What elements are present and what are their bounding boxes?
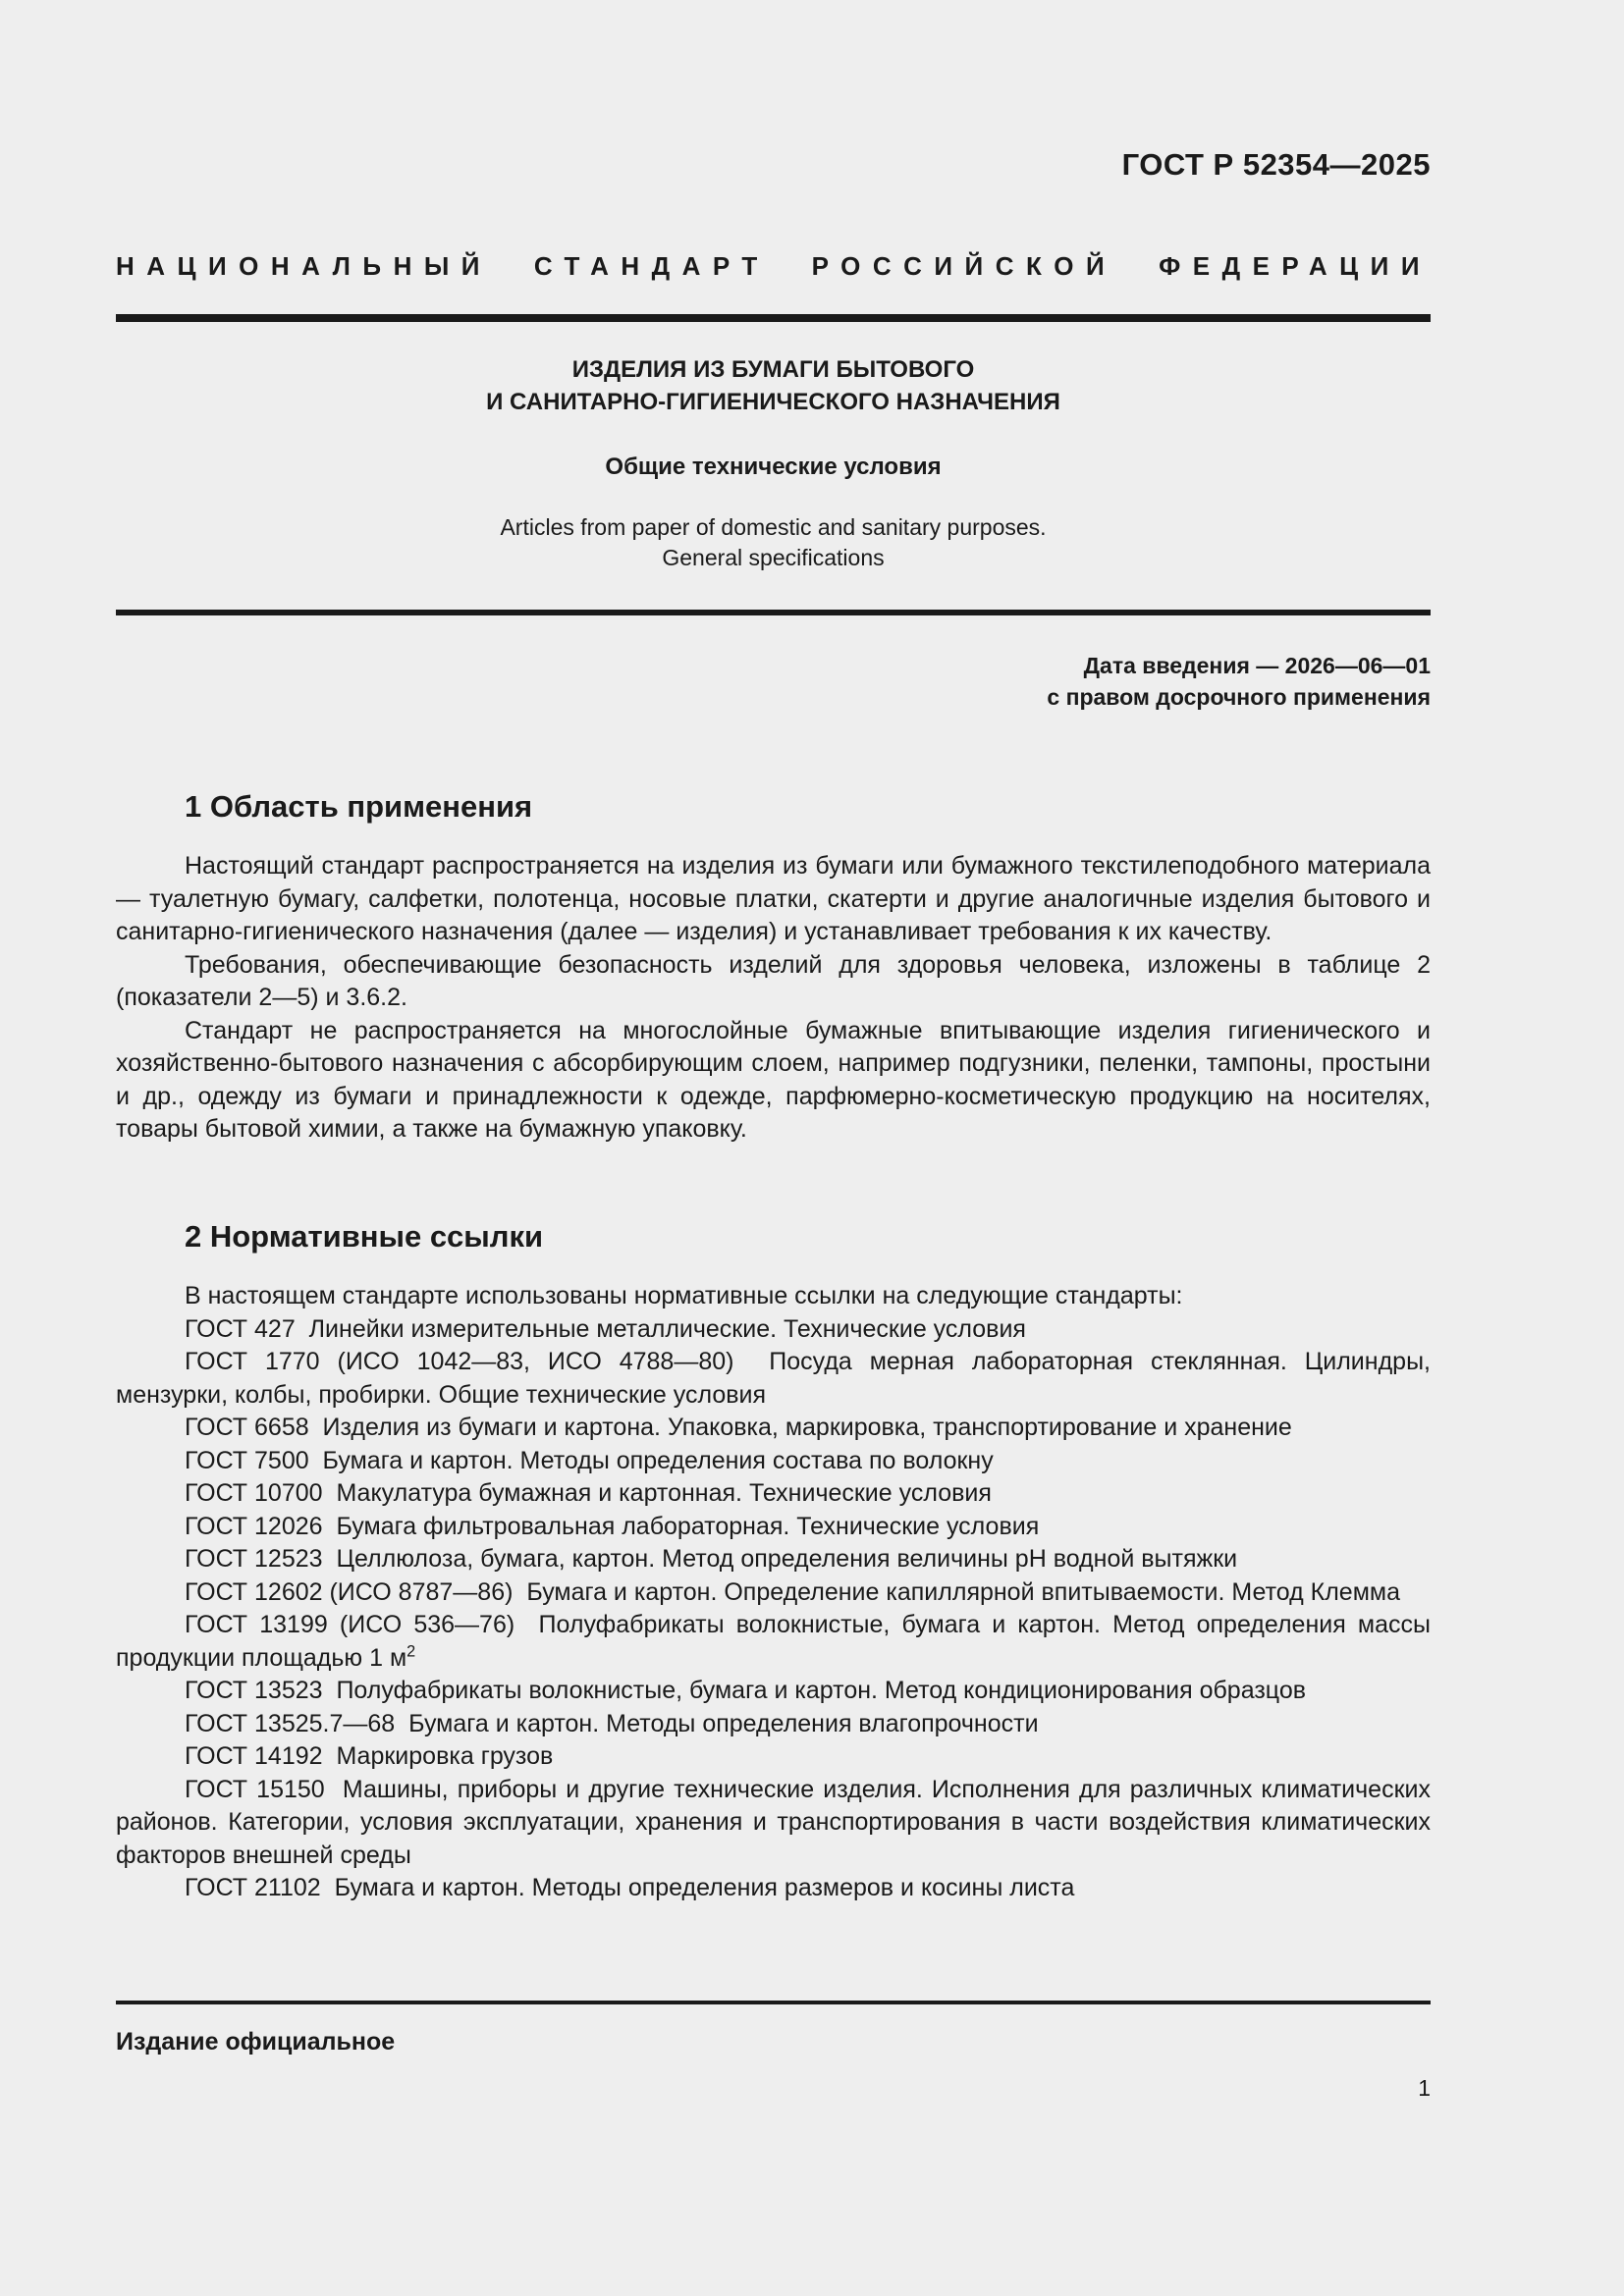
reference-code: ГОСТ 10700	[185, 1479, 323, 1507]
paragraph: Требования, обеспечивающие безопасность изделий для здоровья человека, изложены в таблице 2 (показатели 2—5) и 3.6.2.	[116, 950, 1431, 1011]
reference-item	[116, 1511, 1431, 1544]
national-standard-banner: НАЦИОНАЛЬНЫЙ СТАНДАРТ РОССИЙСКОЙ ФЕДЕРАЦИИ	[116, 251, 1432, 281]
english-title	[116, 512, 1431, 573]
standard-designation: ГОСТ Р 52354—2025	[1121, 147, 1431, 182]
top-rule	[116, 314, 1431, 322]
reference-item	[116, 1609, 1431, 1675]
reference-item	[116, 1412, 1431, 1445]
introduction-date	[1047, 650, 1431, 713]
reference-item	[116, 1872, 1431, 1905]
title-line-2: И САНИТАРНО-ГИГИЕНИЧЕСКОГО НАЗНАЧЕНИЯ	[486, 389, 1060, 415]
section-body	[116, 850, 1431, 1147]
reference-title: Изделия из бумаги и картона. Упаковка, маркировка, транспортирование и хранение	[322, 1414, 1292, 1441]
reference-title: Машины, приборы и другие технические изделия. Исполнения для различных климатических районов. Категории, условия эксплуатации, хранения и транспортирования в части воздействия климатических факторов внешней среды	[116, 1775, 1431, 1869]
reference-item	[116, 1313, 1431, 1347]
reference-item	[116, 1346, 1431, 1412]
reference-code: ГОСТ 13523	[185, 1677, 323, 1704]
reference-title: Полуфабрикаты волокнистые, бумага и картон. Метод кондиционирования образцов	[336, 1677, 1307, 1704]
official-edition-label: Издание официальное	[116, 2028, 396, 2056]
reference-item	[116, 1675, 1431, 1708]
reference-title: Бумага и картон. Методы определения влагопрочности	[408, 1709, 1039, 1737]
paragraph: Стандарт не распространяется на многослойные бумажные впитывающие изделия гигиенического и хозяйственно-бытового назначения с абсорбирующим слоем, например подгузники, пеленки, тампоны, простыни и др., одежду из бумаги и принадлежности к одежде, парфюмерно-косметическую продукцию на носителях, товары бытовой химии, а также на бумажную упаковку.	[116, 1016, 1431, 1143]
section-heading: 1 Область применения	[185, 789, 533, 824]
reference-code: ГОСТ 14192	[185, 1742, 323, 1770]
reference-item	[116, 1708, 1431, 1741]
section-body	[116, 1280, 1431, 1905]
reference-code: ГОСТ 21102	[185, 1874, 321, 1901]
reference-title: Бумага и картон. Методы определения состава по волокну	[322, 1446, 994, 1474]
title-bottom-rule	[116, 610, 1431, 615]
reference-title: Целлюлоза, бумага, картон. Метод определения величины pH водной вытяжки	[336, 1545, 1238, 1573]
reference-code: ГОСТ 13525.7—68	[185, 1709, 396, 1737]
reference-code: ГОСТ 12523	[185, 1545, 323, 1573]
reference-code: ГОСТ 12026	[185, 1512, 323, 1540]
superscript: 2	[406, 1642, 416, 1661]
reference-item	[116, 1774, 1431, 1873]
reference-code: ГОСТ 7500	[185, 1446, 309, 1474]
references-intro: В настоящем стандарте использованы нормативные ссылки на следующие стандарты:	[185, 1282, 1183, 1309]
reference-code: ГОСТ 1770 (ИСО 1042—83, ИСО 4788—80)	[185, 1348, 734, 1375]
reference-title: Маркировка грузов	[336, 1742, 554, 1770]
page-number: 1	[1418, 2075, 1431, 2101]
reference-item	[116, 1576, 1431, 1610]
early-application-line: с правом досрочного применения	[1047, 684, 1431, 710]
reference-title: Посуда мерная лабораторная стеклянная. Цилиндры, мензурки, колбы, пробирки. Общие технические условия	[116, 1348, 1431, 1409]
reference-code: ГОСТ 15150	[185, 1775, 325, 1803]
document-subtitle: Общие технические условия	[605, 454, 942, 480]
reference-title: Линейки измерительные металлические. Технические условия	[308, 1314, 1026, 1343]
reference-item	[116, 1740, 1431, 1774]
reference-title: Бумага и картон. Методы определения размеров и косины листа	[334, 1874, 1075, 1901]
reference-code: ГОСТ 427	[185, 1314, 296, 1343]
reference-title: Полуфабрикаты волокнистые, бумага и картон. Метод определения массы продукции площадью 1 м	[116, 1611, 1431, 1672]
reference-list	[116, 1313, 1431, 1905]
section-heading: 2 Нормативные ссылки	[185, 1219, 544, 1254]
english-title-line-2: General specifications	[662, 545, 885, 570]
title-line-1: ИЗДЕЛИЯ ИЗ БУМАГИ БЫТОВОГО	[571, 356, 975, 383]
reference-item	[116, 1445, 1431, 1478]
footer-rule	[116, 2001, 1431, 2004]
reference-code: ГОСТ 6658	[185, 1414, 309, 1441]
document-title	[116, 353, 1431, 418]
section-scope	[116, 787, 1431, 1147]
reference-code: ГОСТ 12602 (ИСО 8787—86)	[185, 1577, 514, 1606]
reference-title: Бумага и картон. Определение капиллярной впитываемости. Метод Клемма	[526, 1577, 1400, 1606]
reference-code: ГОСТ 13199 (ИСО 536—76)	[185, 1611, 515, 1638]
introduction-date-line: Дата введения — 2026—06—01	[1083, 653, 1431, 678]
english-title-line-1: Articles from paper of domestic and sanitary purposes.	[500, 514, 1047, 540]
reference-title: Макулатура бумажная и картонная. Технические условия	[336, 1479, 992, 1507]
section-normative-references	[116, 1217, 1431, 1905]
reference-title: Бумага фильтровальная лабораторная. Технические условия	[336, 1512, 1040, 1540]
paragraph: Настоящий стандарт распространяется на изделия из бумаги или бумажного текстилеподобного материала — туалетную бумагу, салфетки, полотенца, носовые платки, скатерти и другие аналогичные изделия бытового и санитарно-гигиенического назначения (далее — изделия) и устанавливает требования к их качеству.	[116, 852, 1431, 945]
reference-item	[116, 1477, 1431, 1511]
reference-item	[116, 1543, 1431, 1576]
